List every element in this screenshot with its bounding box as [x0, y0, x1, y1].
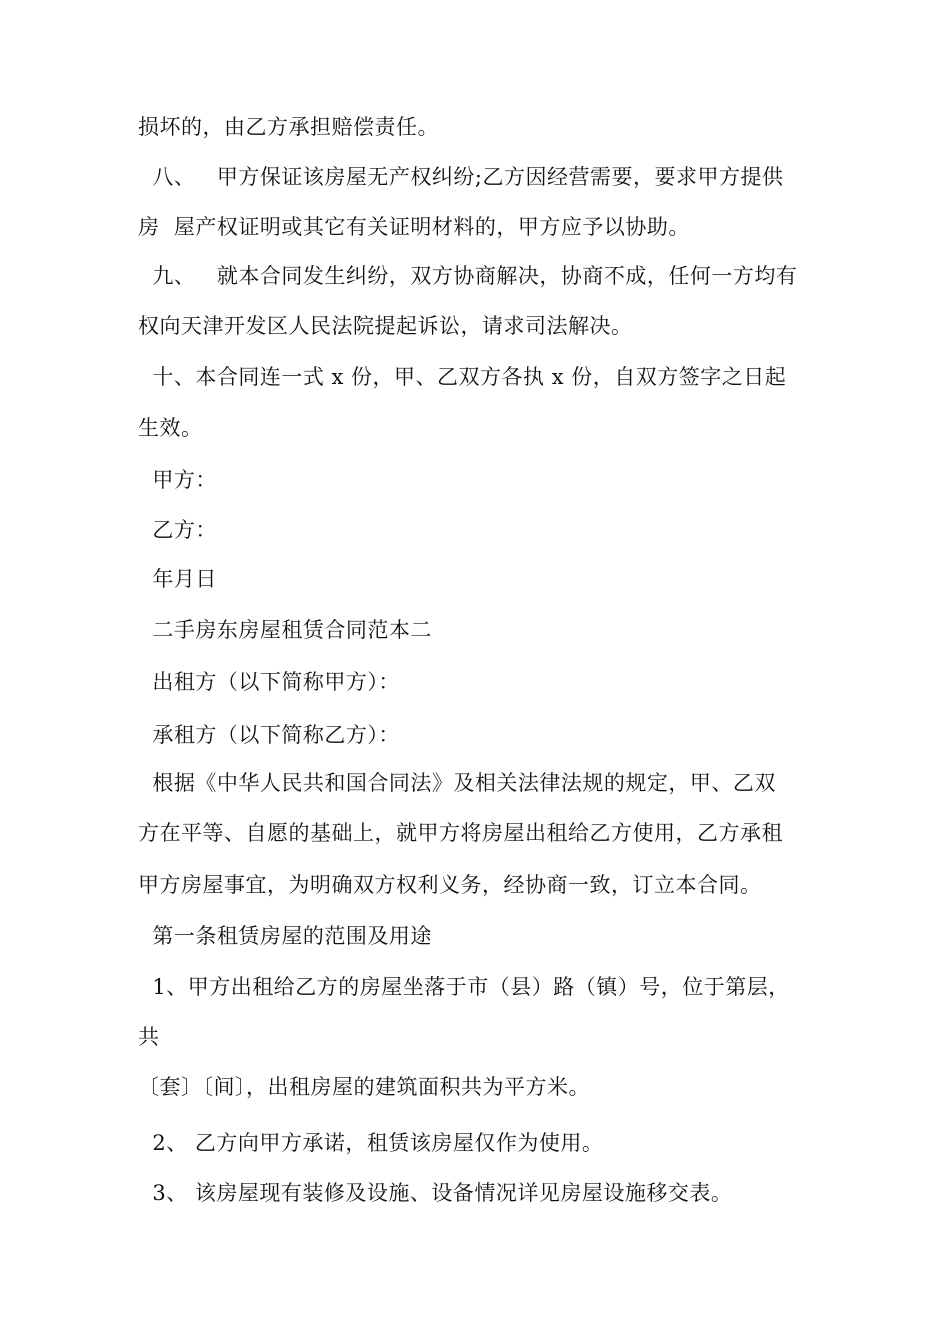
text-line: 甲方房屋事宜，为明确双方权利义务，经协商一致，订立本合同。 [138, 873, 762, 897]
text-line: 十、本合同连一式 x 份，甲、乙双方各执 x 份，自双方签字之日起 [138, 365, 787, 389]
section-heading: 第一条租赁房屋的范围及用途 [138, 924, 432, 948]
text-line: 共 [138, 1025, 160, 1049]
text-line: 生效。 [138, 416, 203, 440]
text-line: 方在平等、自愿的基础上，就甲方将房屋出租给乙方使用，乙方承租 [138, 821, 783, 845]
text-line: 八、 甲方保证该房屋无产权纠纷;乙方因经营需要，要求甲方提供 [138, 165, 784, 189]
text-line: 甲方： [138, 468, 217, 492]
section-title: 二手房东房屋租赁合同范本二 [138, 618, 432, 642]
text-line: 权向天津开发区人民法院提起诉讼，请求司法解决。 [138, 314, 633, 338]
text-line: 损坏的，由乙方承担赔偿责任。 [138, 115, 439, 139]
text-line: 3、 该房屋现有装修及设施、设备情况详见房屋设施移交表。 [138, 1181, 733, 1205]
text-line: 房 屋产权证明或其它有关证明材料的，甲方应予以协助。 [138, 215, 690, 239]
text-line: 〔套〕〔间〕，出租房屋的建筑面积共为平方米。 [138, 1075, 590, 1099]
text-line: 承租方（以下简称乙方）： [138, 723, 400, 747]
text-line: 乙方： [138, 518, 217, 542]
text-line: 出租方（以下简称甲方）： [138, 670, 400, 694]
text-line: 九、 就本合同发生纠纷，双方协商解决，协商不成，任何一方均有 [138, 264, 798, 288]
text-line: 根据《中华人民共和国合同法》及相关法律法规的规定，甲、乙双 [138, 771, 776, 795]
text-line: 年月日 [138, 567, 217, 591]
text-line: 1、甲方出租给乙方的房屋坐落于市（县）路（镇）号，位于第层， [138, 975, 790, 999]
text-line: 2、 乙方向甲方承诺，租赁该房屋仅作为使用。 [138, 1131, 604, 1155]
